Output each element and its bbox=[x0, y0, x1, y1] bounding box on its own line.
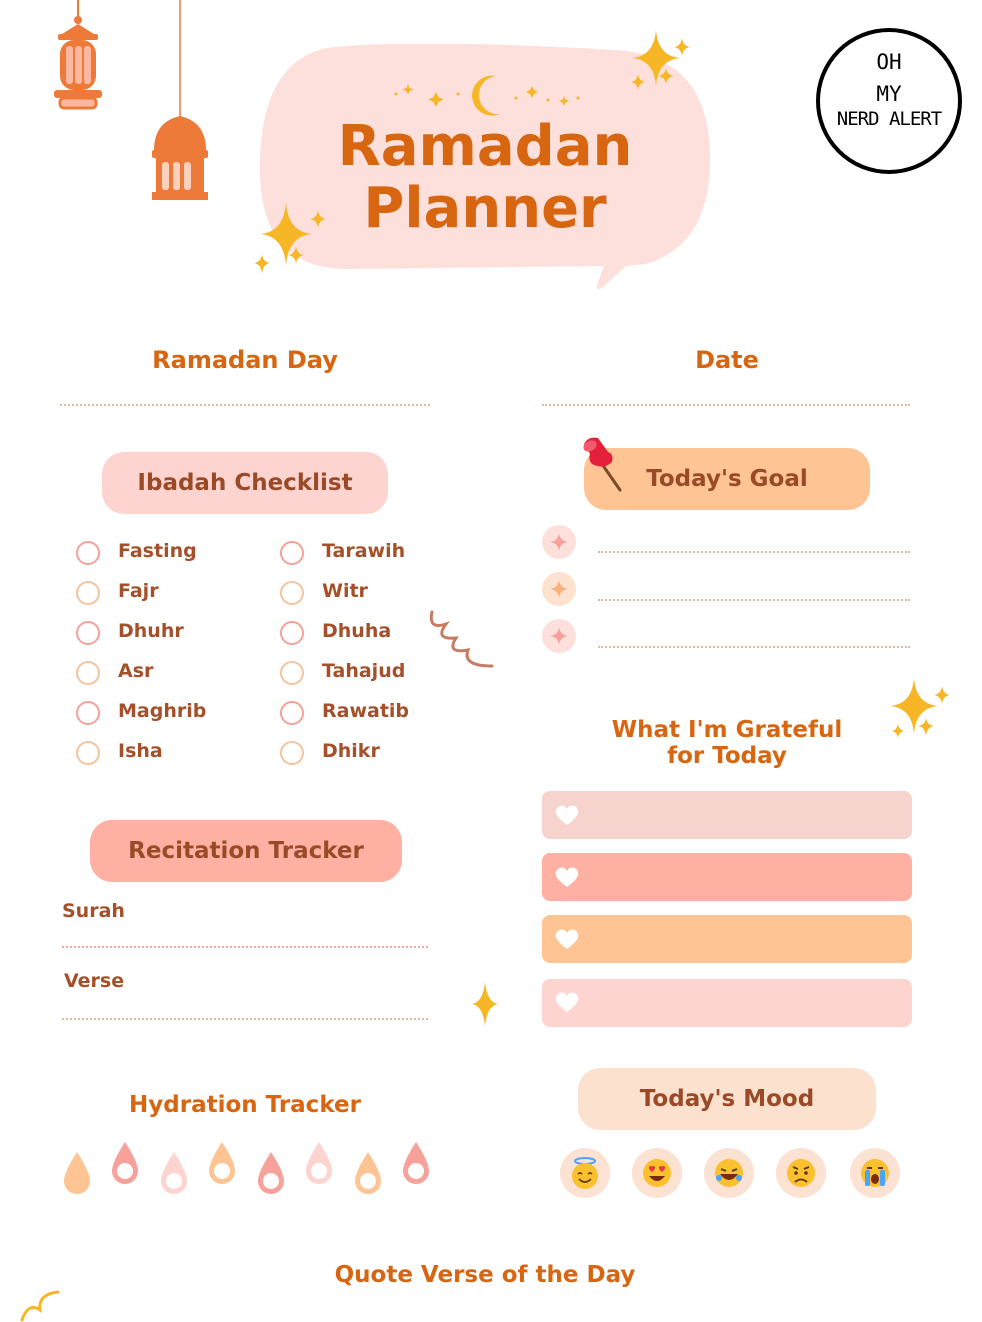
date-line[interactable] bbox=[542, 404, 910, 406]
squiggle-icon bbox=[426, 604, 498, 674]
heart-icon bbox=[554, 804, 580, 826]
checkbox-witr[interactable] bbox=[280, 581, 304, 605]
lantern-dome-icon bbox=[148, 0, 214, 205]
heart-icon bbox=[554, 928, 580, 950]
checklist-label-rawatib: Rawatib bbox=[322, 700, 410, 722]
mood-angel-button[interactable] bbox=[560, 1148, 610, 1198]
checkbox-rawatib[interactable] bbox=[280, 701, 304, 725]
hydration-tracker-heading: Hydration Tracker bbox=[129, 1092, 361, 1118]
grateful-entry[interactable] bbox=[542, 979, 912, 1027]
checklist-label-witr: Witr bbox=[322, 580, 368, 602]
logo-badge bbox=[816, 28, 962, 174]
goal-star-icon bbox=[542, 525, 576, 559]
todays-goal-heading: Today's Goal bbox=[584, 448, 870, 510]
verse-line[interactable] bbox=[62, 1018, 428, 1020]
checklist-label-isha: Isha bbox=[118, 740, 163, 762]
checklist-label-tahajud: Tahajud bbox=[322, 660, 406, 682]
grateful-entry[interactable] bbox=[542, 853, 912, 901]
checkbox-fajr[interactable] bbox=[76, 581, 100, 605]
surah-label: Surah bbox=[62, 900, 125, 922]
sparkle-icon bbox=[470, 980, 500, 1028]
date-label: Date bbox=[695, 346, 759, 374]
water-drop-icon[interactable] bbox=[159, 1150, 189, 1196]
goal-line[interactable] bbox=[598, 599, 910, 601]
logo-text-line3: NERD ALERT bbox=[836, 108, 942, 130]
checklist-label-fajr: Fajr bbox=[118, 580, 159, 602]
checklist-label-maghrib: Maghrib bbox=[118, 700, 207, 722]
goal-line[interactable] bbox=[598, 646, 910, 648]
mood-heart-eyes-button[interactable] bbox=[632, 1148, 682, 1198]
checklist-label-fasting: Fasting bbox=[118, 540, 197, 562]
squiggle-icon bbox=[18, 1290, 68, 1322]
checkbox-tahajud[interactable] bbox=[280, 661, 304, 685]
checkbox-fasting[interactable] bbox=[76, 541, 100, 565]
surah-line[interactable] bbox=[62, 946, 428, 948]
checkbox-tarawih[interactable] bbox=[280, 541, 304, 565]
checkbox-maghrib[interactable] bbox=[76, 701, 100, 725]
water-drop-icon[interactable] bbox=[401, 1140, 431, 1186]
verse-label: Verse bbox=[64, 970, 125, 992]
checklist-label-dhikr: Dhikr bbox=[322, 740, 380, 762]
heart-icon bbox=[554, 866, 580, 888]
goal-star-icon bbox=[542, 619, 576, 653]
mood-laughing-button[interactable] bbox=[704, 1148, 754, 1198]
water-drop-icon[interactable] bbox=[62, 1150, 92, 1196]
planner-title-line2: Planner bbox=[363, 176, 607, 241]
recitation-tracker-heading: Recitation Tracker bbox=[90, 820, 402, 882]
sparkle-cluster-icon bbox=[250, 198, 332, 282]
checkbox-isha[interactable] bbox=[76, 741, 100, 765]
logo-text-line2: MY bbox=[876, 82, 902, 106]
heart-icon bbox=[554, 991, 580, 1013]
mood-crying-button[interactable] bbox=[850, 1148, 900, 1198]
water-drop-icon[interactable] bbox=[353, 1150, 383, 1196]
water-drop-icon[interactable] bbox=[110, 1140, 140, 1186]
checkbox-dhikr[interactable] bbox=[280, 741, 304, 765]
goal-line[interactable] bbox=[598, 551, 910, 553]
checklist-label-asr: Asr bbox=[118, 660, 154, 682]
sparkle-cluster-icon bbox=[626, 28, 692, 98]
checkbox-asr[interactable] bbox=[76, 661, 100, 685]
grateful-heading-line1: What I'm Grateful bbox=[611, 717, 843, 743]
logo-text-line1: OH bbox=[876, 50, 902, 74]
mood-worried-button[interactable] bbox=[776, 1148, 826, 1198]
planner-title-line1: Ramadan bbox=[337, 114, 633, 179]
checklist-label-dhuhr: Dhuhr bbox=[118, 620, 184, 642]
pushpin-icon bbox=[578, 434, 626, 494]
grateful-entry[interactable] bbox=[542, 791, 912, 839]
checkbox-dhuhr[interactable] bbox=[76, 621, 100, 645]
ramadan-day-line[interactable] bbox=[60, 404, 430, 406]
water-drop-icon[interactable] bbox=[207, 1140, 237, 1186]
ibadah-checklist-heading: Ibadah Checklist bbox=[102, 452, 388, 514]
checklist-label-dhuha: Dhuha bbox=[322, 620, 392, 642]
ramadan-day-label: Ramadan Day bbox=[152, 346, 338, 374]
todays-mood-heading: Today's Mood bbox=[578, 1068, 876, 1130]
quote-verse-heading: Quote Verse of the Day bbox=[334, 1262, 636, 1288]
lantern-small-icon bbox=[48, 0, 108, 120]
checkbox-dhuha[interactable] bbox=[280, 621, 304, 645]
goal-star-icon bbox=[542, 572, 576, 606]
checklist-label-tarawih: Tarawih bbox=[322, 540, 406, 562]
grateful-heading-line2: for Today bbox=[667, 743, 787, 769]
water-drop-icon[interactable] bbox=[304, 1140, 334, 1186]
water-drop-icon[interactable] bbox=[256, 1150, 286, 1196]
grateful-entry[interactable] bbox=[542, 915, 912, 963]
